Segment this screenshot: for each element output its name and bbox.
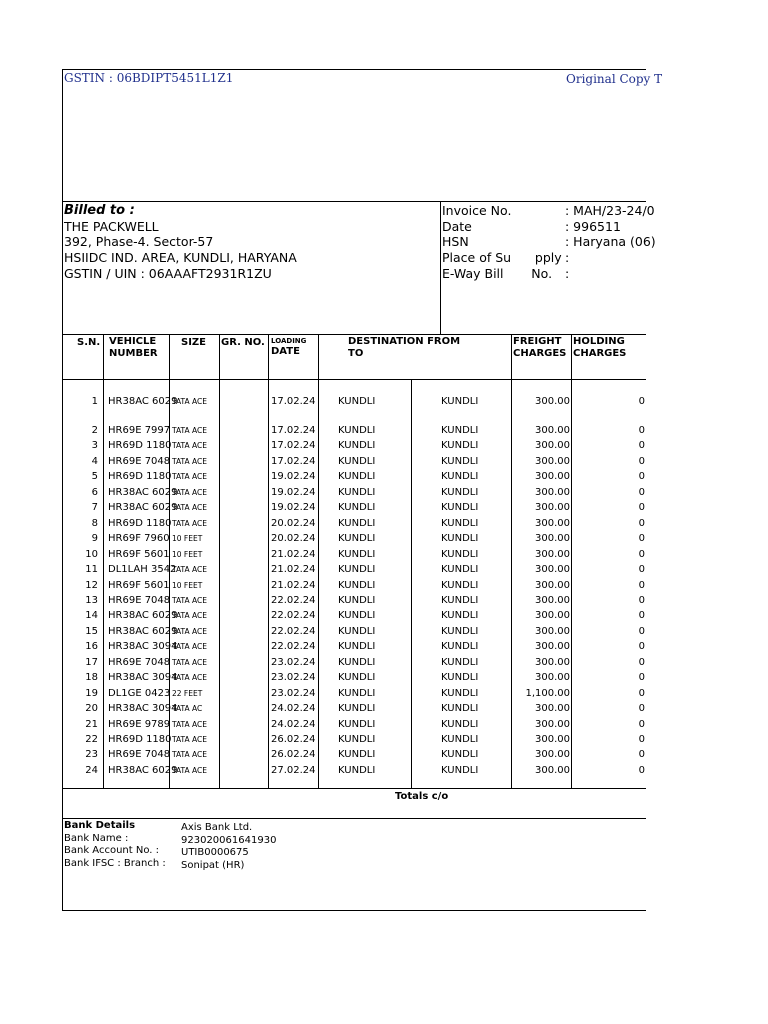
table-cell-size: TATA ACE xyxy=(172,487,208,497)
table-cell-to: KUNDLI xyxy=(441,749,479,761)
table-cell-from: KUNDLI xyxy=(338,734,376,745)
table-cell-sn: 6 xyxy=(91,486,98,498)
billed-to-gstin: GSTIN / UIN : 06AAAFT2931R1ZU xyxy=(64,265,272,281)
table-cell-date: 17.02.24 xyxy=(271,425,316,436)
table-cell-sn: 1 xyxy=(91,396,98,407)
table-cell-size: TATA ACE xyxy=(172,503,208,513)
billed-to-line: 392, Phase-4. Sector-57 xyxy=(64,234,214,250)
table-cell-holding: 0 xyxy=(638,396,645,407)
col-divider xyxy=(411,379,412,789)
table-cell-vehicle: HR38AC 6029 xyxy=(108,764,178,776)
table-cell-vehicle: DL1GE 0423 xyxy=(108,687,171,699)
invoice-label: Invoice No. xyxy=(442,203,512,218)
table-cell-date: 23.02.24 xyxy=(271,656,316,668)
table-cell-size: TATA ACE xyxy=(172,750,208,760)
invoice-info-values xyxy=(565,203,656,282)
table-cell-size: TATA ACE xyxy=(172,673,208,683)
table-cell-date: 17.02.24 xyxy=(271,440,316,452)
bank-value: Axis Bank Ltd. xyxy=(181,822,253,833)
table-cell-to: KUNDLI xyxy=(441,764,479,776)
table-cell-freight: 300.00 xyxy=(535,548,570,560)
table-cell-to: KUNDLI xyxy=(441,718,479,730)
invoice-value: : xyxy=(565,250,570,266)
table-cell-holding: 0 xyxy=(638,625,645,637)
table-cell-holding: 0 xyxy=(638,425,645,436)
table-cell-holding: 0 xyxy=(638,687,645,699)
table-cell-from: KUNDLI xyxy=(338,440,376,452)
table-cell-date: 20.02.24 xyxy=(271,533,316,545)
table-cell-freight: 300.00 xyxy=(535,703,570,715)
table-cell-to: KUNDLI xyxy=(441,641,479,653)
table-cell-from: KUNDLI xyxy=(338,703,376,715)
table-cell-freight: 300.00 xyxy=(535,455,570,467)
table-header-bottom-border xyxy=(62,379,646,380)
table-cell-vehicle: HR69F 5601 xyxy=(108,548,170,560)
table-cell-from: KUNDLI xyxy=(338,579,376,591)
table-cell-holding: 0 xyxy=(638,517,645,529)
bank-label: Bank IFSC : Branch : xyxy=(64,857,166,869)
table-cell-sn: 20 xyxy=(85,703,98,715)
table-cell-sn: 3 xyxy=(91,440,98,452)
table-cell-holding: 0 xyxy=(638,533,645,545)
table-cell-vehicle: HR69E 7048 xyxy=(108,594,171,606)
table-cell-freight: 1,100.00 xyxy=(525,687,570,699)
billed-to-line: HSIIDC IND. AREA, KUNDLI, HARYANA xyxy=(64,250,297,266)
col-divider xyxy=(103,334,104,789)
table-cell-date: 19.02.24 xyxy=(271,502,316,514)
table-cell-to: KUNDLI xyxy=(441,734,479,745)
gstin-label: GSTIN : 06BDIPT5451L1Z1 xyxy=(64,71,234,85)
table-cell-holding: 0 xyxy=(638,656,645,668)
table-cell-to: KUNDLI xyxy=(441,672,479,684)
header-date: DATE xyxy=(271,346,300,357)
table-cell-freight: 300.00 xyxy=(535,718,570,730)
invoice-label: E-Way Bill No. xyxy=(442,265,553,281)
table-cell-date: 24.02.24 xyxy=(271,718,316,730)
table-cell-to: KUNDLI xyxy=(441,687,479,699)
invoice-label: Place of Su pply xyxy=(442,250,562,266)
table-cell-to: KUNDLI xyxy=(441,564,479,576)
table-cell-holding: 0 xyxy=(638,641,645,653)
table-cell-holding: 0 xyxy=(638,564,645,576)
table-cell-vehicle: HR38AC 3094 xyxy=(108,703,178,715)
table-cell-date: 22.02.24 xyxy=(271,641,316,653)
table-cell-holding: 0 xyxy=(638,471,645,483)
table-cell-freight: 300.00 xyxy=(535,764,570,776)
table-cell-vehicle: HR69D 1180 xyxy=(108,471,172,483)
table-cell-size: TATA ACE xyxy=(172,735,208,744)
invoice-label: HSN xyxy=(442,234,469,250)
table-cell-vehicle: DL1LAH 3542 xyxy=(108,564,177,576)
table-cell-sn: 16 xyxy=(85,641,98,653)
bottom-border xyxy=(62,910,646,911)
table-cell-freight: 300.00 xyxy=(535,656,570,668)
table-cell-from: KUNDLI xyxy=(338,641,376,653)
table-cell-date: 21.02.24 xyxy=(271,548,316,560)
table-cell-to: KUNDLI xyxy=(441,396,479,407)
table-cell-holding: 0 xyxy=(638,718,645,730)
left-border xyxy=(62,69,63,911)
table-cell-date: 26.02.24 xyxy=(271,734,316,745)
table-cell-vehicle: HR38AC 6029 xyxy=(108,625,178,637)
table-cell-from: KUNDLI xyxy=(338,764,376,776)
table-cell-sn: 5 xyxy=(91,471,98,483)
bank-value: 923020061641930 xyxy=(181,834,277,846)
table-cell-from: KUNDLI xyxy=(338,455,376,467)
table-cell-from: KUNDLI xyxy=(338,533,376,545)
table-cell-holding: 0 xyxy=(638,703,645,715)
bank-label: Bank Name : xyxy=(64,832,129,844)
header-holding: HOLDING CHARGES xyxy=(573,336,627,359)
table-cell-from: KUNDLI xyxy=(338,486,376,498)
table-cell-freight: 300.00 xyxy=(535,579,570,591)
table-cell-size: TATA ACE xyxy=(172,611,208,621)
table-cell-date: 26.02.24 xyxy=(271,749,316,761)
table-cell-holding: 0 xyxy=(638,672,645,684)
table-cell-size: TATA AC xyxy=(172,704,203,714)
table-cell-freight: 300.00 xyxy=(535,502,570,514)
table-cell-vehicle: HR69E 7048 xyxy=(108,749,171,761)
table-cell-sn: 15 xyxy=(85,625,98,637)
bank-value: UTIB0000675 xyxy=(181,847,249,858)
table-cell-freight: 300.00 xyxy=(535,625,570,637)
table-cell-vehicle: HR69E 9789 xyxy=(108,718,171,730)
table-cell-date: 22.02.24 xyxy=(271,610,316,622)
table-cell-size: TATA ACE xyxy=(172,456,208,466)
table-cell-size: 22 FEET xyxy=(172,688,203,698)
table-cell-from: KUNDLI xyxy=(338,548,376,560)
table-cell-date: 19.02.24 xyxy=(271,486,316,498)
table-cell-sn: 14 xyxy=(85,610,98,622)
table-cell-freight: 300.00 xyxy=(535,486,570,498)
table-cell-vehicle: HR69D 1180 xyxy=(108,517,172,529)
bank-labels xyxy=(64,820,166,870)
table-cell-to: KUNDLI xyxy=(441,455,479,467)
table-cell-date: 27.02.24 xyxy=(271,764,316,776)
totals-label: Totals c/o xyxy=(395,791,449,802)
table-cell-date: 23.02.24 xyxy=(271,672,316,684)
header-freight: FREIGHT CHARGES xyxy=(513,336,567,359)
invoice-value: : 996511 xyxy=(565,218,621,234)
billed-to-block xyxy=(64,203,297,282)
table-cell-from: KUNDLI xyxy=(338,656,376,668)
table-cell-size: TATA ACE xyxy=(172,426,208,435)
table-cell-holding: 0 xyxy=(638,502,645,514)
col-divider xyxy=(268,334,269,789)
header-gr-no: GR. NO. xyxy=(221,337,265,348)
table-cell-date: 17.02.24 xyxy=(271,396,316,407)
table-cell-from: KUNDLI xyxy=(338,396,376,407)
table-cell-vehicle: HR69D 1180 xyxy=(108,440,172,452)
table-cell-sn: 18 xyxy=(85,672,98,684)
header-destination: DESTINATION FROM TO xyxy=(348,336,461,359)
table-cell-holding: 0 xyxy=(638,486,645,498)
table-cell-holding: 0 xyxy=(638,455,645,467)
table-cell-sn: 24 xyxy=(85,764,98,776)
table-cell-size: TATA ACE xyxy=(172,657,208,667)
totals-top-border xyxy=(62,788,646,789)
header-loading: LOADING xyxy=(271,337,307,345)
table-cell-to: KUNDLI xyxy=(441,425,479,436)
table-cell-to: KUNDLI xyxy=(441,502,479,514)
invoice-label: Date xyxy=(442,218,472,234)
table-cell-freight: 300.00 xyxy=(535,396,570,407)
table-cell-from: KUNDLI xyxy=(338,749,376,761)
table-cell-to: KUNDLI xyxy=(441,533,479,545)
table-cell-to: KUNDLI xyxy=(441,471,479,483)
table-cell-size: 10 FEET xyxy=(172,580,203,590)
table-cell-to: KUNDLI xyxy=(441,440,479,452)
table-cell-freight: 300.00 xyxy=(535,425,570,436)
table-cell-sn: 19 xyxy=(85,687,98,699)
table-cell-freight: 300.00 xyxy=(535,672,570,684)
table-cell-vehicle: HR38AC 6029 xyxy=(108,502,178,514)
table-cell-sn: 7 xyxy=(91,502,98,514)
col-divider xyxy=(571,334,572,789)
invoice-value: : Haryana (06) xyxy=(565,234,656,250)
table-cell-holding: 0 xyxy=(638,440,645,452)
table-cell-to: KUNDLI xyxy=(441,703,479,715)
table-cell-freight: 300.00 xyxy=(535,734,570,745)
table-cell-size: TATA ACE xyxy=(172,642,208,652)
table-cell-holding: 0 xyxy=(638,594,645,606)
table-cell-size: TATA ACE xyxy=(172,441,208,451)
table-cell-from: KUNDLI xyxy=(338,610,376,622)
table-cell-sn: 10 xyxy=(85,548,98,560)
table-cell-sn: 17 xyxy=(85,656,98,668)
table-cell-vehicle: HR69D 1180 xyxy=(108,734,172,745)
table-cell-freight: 300.00 xyxy=(535,749,570,761)
table-cell-freight: 300.00 xyxy=(535,641,570,653)
table-cell-vehicle: HR69E 7048 xyxy=(108,455,171,467)
table-cell-freight: 300.00 xyxy=(535,533,570,545)
billed-to-title: Billed to : xyxy=(64,203,135,218)
table-cell-sn: 9 xyxy=(91,533,98,545)
table-cell-vehicle: HR38AC 3094 xyxy=(108,641,178,653)
table-cell-to: KUNDLI xyxy=(441,656,479,668)
table-cell-sn: 21 xyxy=(85,718,98,730)
table-cell-size: 10 FEET xyxy=(172,534,203,544)
invoice-info-labels xyxy=(442,203,562,282)
table-cell-from: KUNDLI xyxy=(338,672,376,684)
table-cell-from: KUNDLI xyxy=(338,425,376,436)
table-cell-size: TATA ACE xyxy=(172,719,208,729)
billed-divider xyxy=(440,201,441,335)
table-cell-from: KUNDLI xyxy=(338,625,376,637)
table-cell-size: TATA ACE xyxy=(172,397,208,406)
table-cell-date: 22.02.24 xyxy=(271,625,316,637)
table-cell-from: KUNDLI xyxy=(338,502,376,514)
table-cell-holding: 0 xyxy=(638,548,645,560)
table-cell-sn: 8 xyxy=(91,517,98,529)
bank-title: Bank Details xyxy=(64,820,136,831)
header-vehicle: VEHICLE NUMBER xyxy=(109,336,158,359)
table-cell-vehicle: HR69E 7048 xyxy=(108,656,171,668)
table-cell-freight: 300.00 xyxy=(535,440,570,452)
table-cell-size: TATA ACE xyxy=(172,626,208,636)
table-cell-to: KUNDLI xyxy=(441,594,479,606)
table-cell-vehicle: HR69F 7960 xyxy=(108,533,170,545)
table-cell-from: KUNDLI xyxy=(338,594,376,606)
table-cell-date: 20.02.24 xyxy=(271,517,316,529)
table-top-border xyxy=(62,334,646,335)
copy-label: Original Copy T xyxy=(566,72,663,86)
bank-value: Sonipat (HR) xyxy=(181,859,245,871)
table-cell-size: 10 FEET xyxy=(172,549,203,559)
table-cell-holding: 0 xyxy=(638,579,645,591)
table-cell-vehicle: HR38AC 3094 xyxy=(108,672,178,684)
table-cell-date: 22.02.24 xyxy=(271,594,316,606)
table-cell-holding: 0 xyxy=(638,734,645,745)
table-cell-date: 24.02.24 xyxy=(271,703,316,715)
table-cell-sn: 2 xyxy=(91,425,98,436)
table-cell-date: 19.02.24 xyxy=(271,471,316,483)
table-cell-freight: 300.00 xyxy=(535,594,570,606)
table-cell-to: KUNDLI xyxy=(441,610,479,622)
table-cell-date: 23.02.24 xyxy=(271,687,316,699)
table-cell-size: TATA ACE xyxy=(172,472,208,482)
table-cell-to: KUNDLI xyxy=(441,625,479,637)
table-cell-vehicle: HR69F 5601 xyxy=(108,579,170,591)
table-cell-freight: 300.00 xyxy=(535,564,570,576)
table-cell-size: TATA ACE xyxy=(172,765,208,775)
invoice-value: : MAH/23-24/0 xyxy=(565,203,655,218)
invoice-value: : xyxy=(565,265,570,281)
table-cell-from: KUNDLI xyxy=(338,687,376,699)
table-cell-date: 17.02.24 xyxy=(271,455,316,467)
table-cell-sn: 23 xyxy=(85,749,98,761)
col-divider xyxy=(318,334,319,789)
table-cell-vehicle: HR38AC 6029 xyxy=(108,486,178,498)
table-cell-to: KUNDLI xyxy=(441,486,479,498)
table-cell-to: KUNDLI xyxy=(441,579,479,591)
table-cell-vehicle: HR69E 7997 xyxy=(108,425,171,436)
header-size: SIZE xyxy=(181,337,207,348)
table-cell-from: KUNDLI xyxy=(338,718,376,730)
table-cell-vehicle: HR38AC 6029 xyxy=(108,396,178,407)
table-cell-holding: 0 xyxy=(638,610,645,622)
table-cell-date: 21.02.24 xyxy=(271,564,316,576)
table-cell-sn: 4 xyxy=(91,455,98,467)
table-cell-sn: 12 xyxy=(85,579,98,591)
table-cell-to: KUNDLI xyxy=(441,548,479,560)
top-border xyxy=(62,69,646,70)
table-cell-to: KUNDLI xyxy=(441,517,479,529)
totals-bottom-border xyxy=(62,818,646,819)
table-cell-freight: 300.00 xyxy=(535,517,570,529)
table-cell-size: TATA ACE xyxy=(172,595,208,605)
billed-to-line: THE PACKWELL xyxy=(64,218,159,234)
bank-values xyxy=(181,822,276,872)
header-sn: S.N. xyxy=(77,337,101,348)
table-cell-holding: 0 xyxy=(638,764,645,776)
bank-label: Bank Account No. : xyxy=(64,845,159,856)
table-cell-from: KUNDLI xyxy=(338,564,376,576)
table-cell-size: TATA ACE xyxy=(172,565,208,575)
table-cell-holding: 0 xyxy=(638,749,645,761)
table-cell-from: KUNDLI xyxy=(338,471,376,483)
table-cell-vehicle: HR38AC 6029 xyxy=(108,610,178,622)
table-cell-freight: 300.00 xyxy=(535,471,570,483)
table-cell-sn: 13 xyxy=(85,594,98,606)
table-cell-freight: 300.00 xyxy=(535,610,570,622)
table-cell-date: 21.02.24 xyxy=(271,579,316,591)
table-cell-from: KUNDLI xyxy=(338,517,376,529)
table-cell-sn: 11 xyxy=(85,564,98,576)
billed-top-border xyxy=(62,201,646,202)
table-cell-size: TATA ACE xyxy=(172,518,208,528)
table-cell-sn: 22 xyxy=(85,734,98,745)
